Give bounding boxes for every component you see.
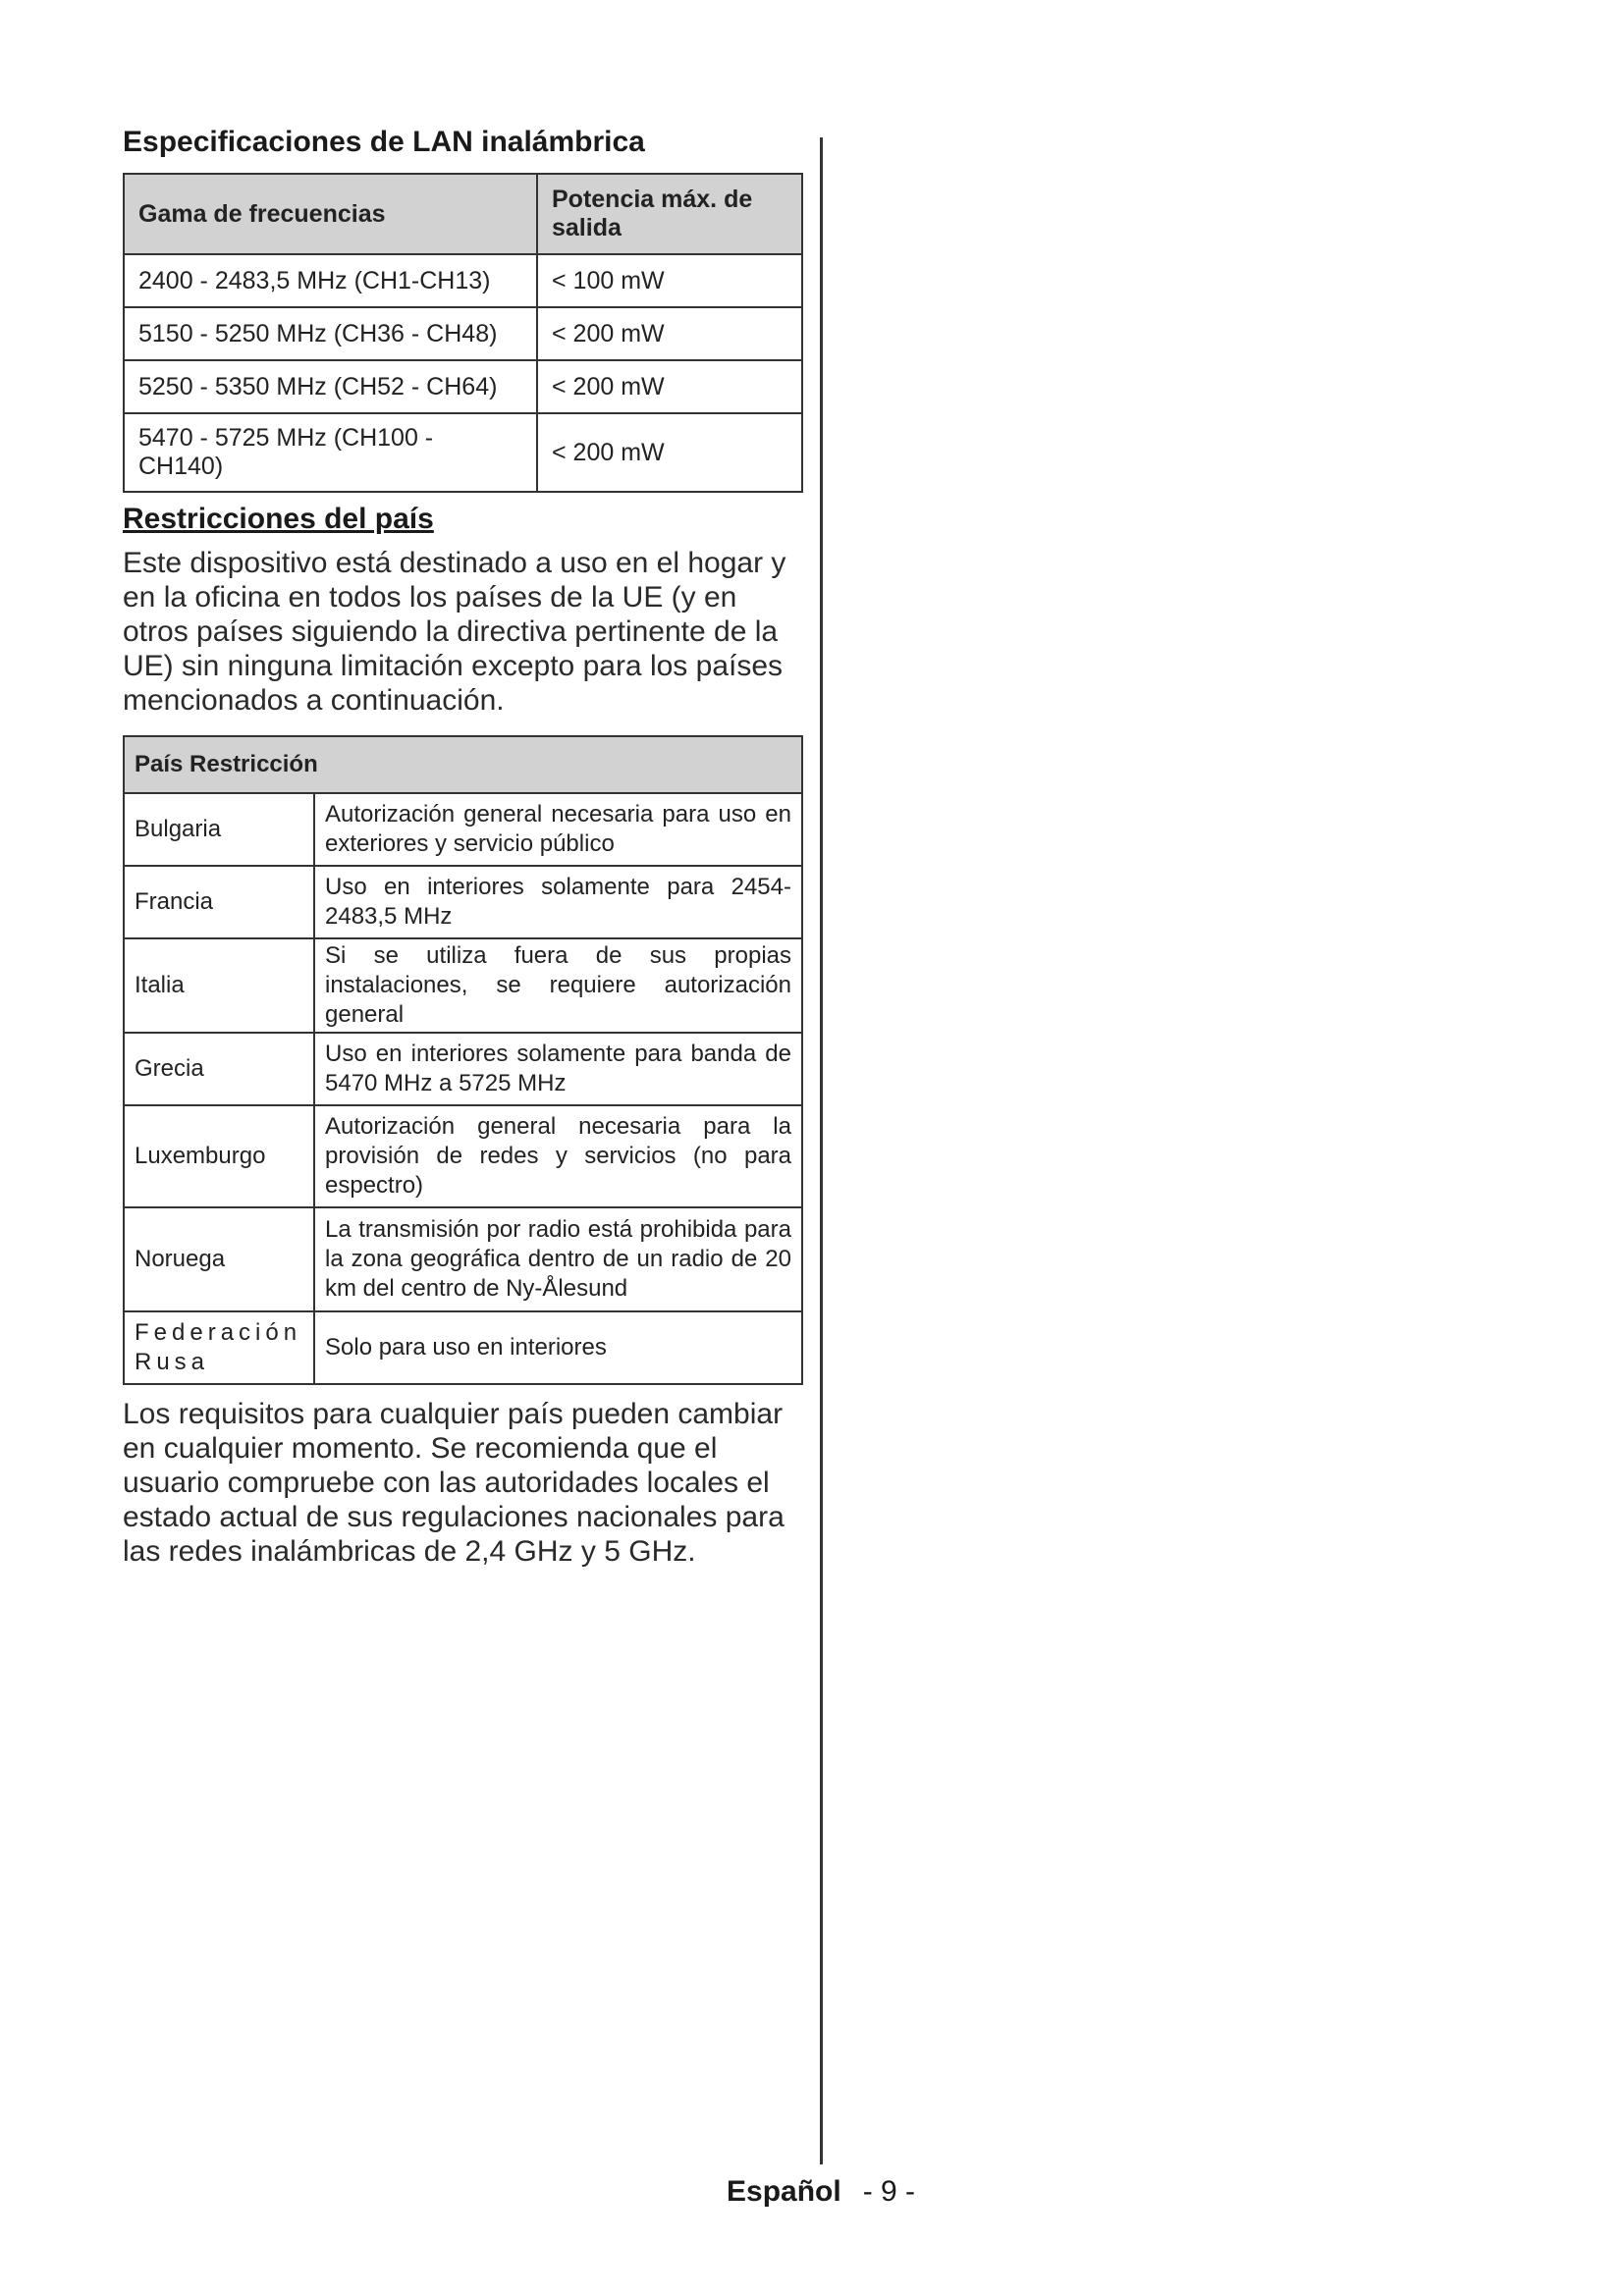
power-cell: < 200 mW (537, 413, 802, 492)
page-footer (727, 2175, 915, 2209)
country-cell: Luxemburgo (124, 1105, 314, 1207)
power-cell: < 200 mW (537, 360, 802, 413)
restriction-cell: Uso en interiores solamente para banda de 5470 MHz a 5725 MHz (314, 1033, 802, 1105)
footer-language: Español (727, 2175, 841, 2208)
country-cell: Federación Rusa (124, 1311, 314, 1384)
country-cell: Francia (124, 866, 314, 938)
country-cell: Grecia (124, 1033, 314, 1105)
frequency-range-cell: 5250 - 5350 MHz (CH52 - CH64) (124, 360, 537, 413)
table-header-row (124, 736, 802, 793)
table-row (124, 1033, 802, 1105)
frequency-range-cell: 2400 - 2483,5 MHz (CH1-CH13) (124, 254, 537, 307)
table-row (124, 254, 802, 307)
header-max-power: Potencia máx. de salida (537, 174, 802, 254)
restriction-cell: Solo para uso en interiores (314, 1311, 802, 1384)
power-cell: < 100 mW (537, 254, 802, 307)
country-cell: Noruega (124, 1207, 314, 1311)
country-restrictions-table (123, 735, 803, 1385)
table-row (124, 866, 802, 938)
column-divider (820, 137, 823, 2164)
section-title: Especificaciones de LAN inalámbrica (123, 126, 645, 158)
table-row (124, 360, 802, 413)
table-row (124, 793, 802, 866)
header-frequency-range: Gama de frecuencias (124, 174, 537, 254)
table-row (124, 307, 802, 360)
table-row (124, 938, 802, 1033)
table-row (124, 413, 802, 492)
restrictions-title: Restricciones del país (123, 503, 434, 535)
table-row (124, 1207, 802, 1311)
frequency-range-cell: 5150 - 5250 MHz (CH36 - CH48) (124, 307, 537, 360)
frequency-spec-table (123, 173, 803, 493)
header-country-restriction: País Restricción (124, 736, 802, 793)
country-cell: Bulgaria (124, 793, 314, 866)
content-column (123, 126, 805, 1586)
restriction-cell: Si se utiliza fuera de sus propias instalaciones, se requiere autorización general (314, 938, 802, 1033)
frequency-range-cell: 5470 - 5725 MHz (CH100 - CH140) (124, 413, 537, 492)
page-number: - 9 - (862, 2175, 916, 2208)
restriction-cell: Autorización general necesaria para uso en exteriores y servicio público (314, 793, 802, 866)
country-cell: Italia (124, 938, 314, 1033)
table-header-row (124, 174, 802, 254)
table-row (124, 1105, 802, 1207)
closing-paragraph: Los requisitos para cualquier país pueden cambiar en cualquier momento. Se recomienda que el usuario compruebe con las autoridades locales el estado actual de sus regulaciones nacionales para las redes inalámbricas de 2,4 GHz y 5 GHz. (123, 1398, 785, 1568)
restriction-cell: La transmisión por radio está prohibida para la zona geográfica dentro de un radio de 20 km del centro de Ny-Ålesund (314, 1207, 802, 1311)
restriction-cell: Autorización general necesaria para la provisión de redes y servicios (no para espectro) (314, 1105, 802, 1207)
table-row (124, 1311, 802, 1384)
power-cell: < 200 mW (537, 307, 802, 360)
intro-paragraph: Este dispositivo está destinado a uso en el hogar y en la oficina en todos los países de la UE (y en otros países siguiendo la directiva pertinente de la UE) sin ninguna limitación excepto para los países mencionados a continuación. (123, 547, 786, 717)
restriction-cell: Uso en interiores solamente para 2454-2483,5 MHz (314, 866, 802, 938)
